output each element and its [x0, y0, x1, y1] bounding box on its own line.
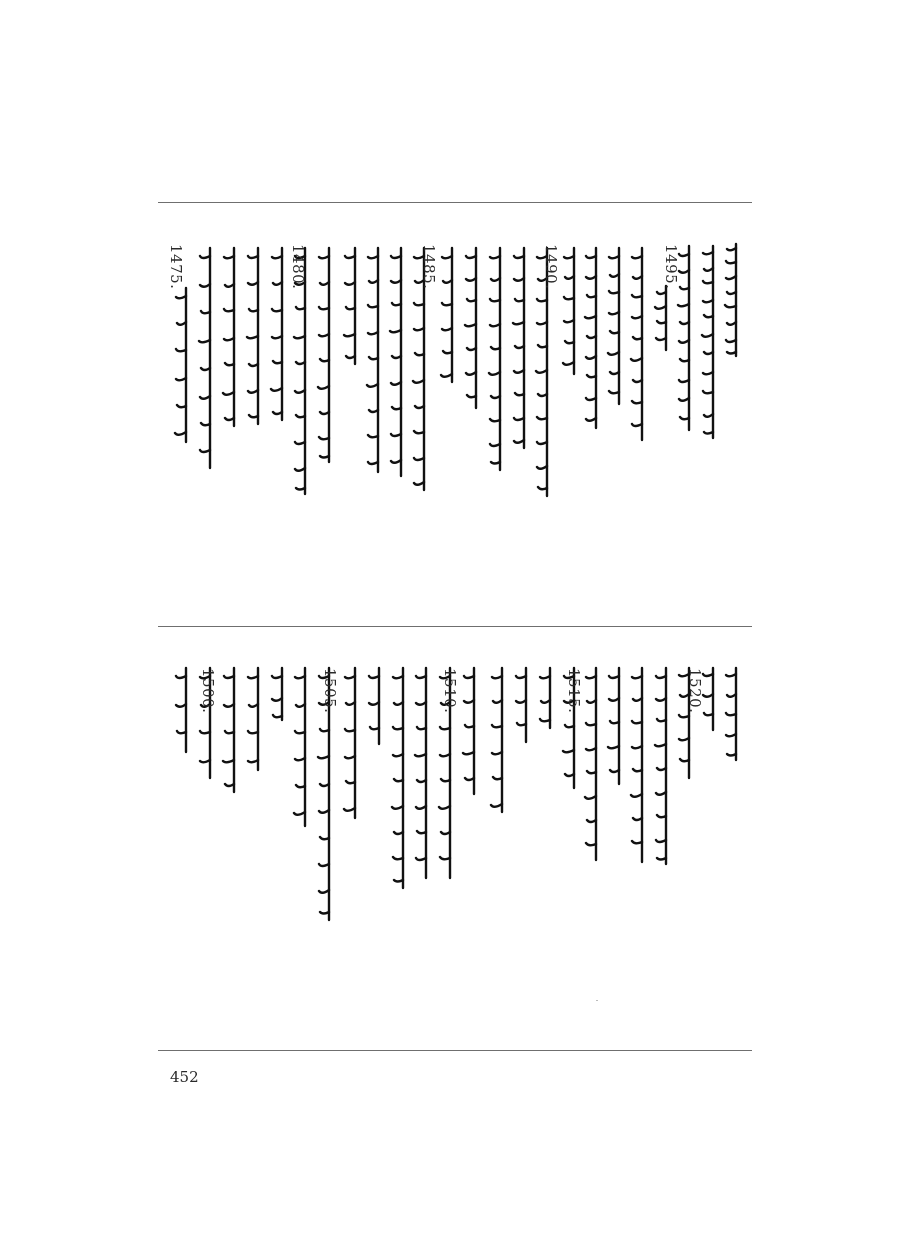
- script-line: [344, 676, 355, 811]
- script-line: [223, 676, 234, 786]
- script-line: [631, 676, 642, 843]
- script-line: [369, 676, 379, 729]
- scan-speck: [596, 1000, 598, 1001]
- script-line: [585, 676, 596, 845]
- script-line: [608, 676, 619, 772]
- line-number-1495: 1495.: [662, 244, 680, 290]
- script-line: [463, 676, 474, 780]
- script-line: [392, 676, 403, 882]
- line-number-1500: 1500.: [199, 668, 217, 714]
- script-line: [726, 674, 736, 756]
- line-number-1475: 1475.: [167, 244, 185, 290]
- script-line: [294, 676, 305, 815]
- script-line: [415, 676, 426, 860]
- line-number-1505: 1505.: [321, 668, 339, 714]
- line-number-1490: 1490.: [542, 244, 560, 290]
- line-number-1510: 1510.: [441, 668, 459, 714]
- script-line: [516, 676, 526, 725]
- line-number-1480: 1480.: [289, 244, 307, 290]
- script-line: [491, 676, 502, 807]
- line-number-1485: 1485.: [420, 244, 438, 290]
- script-line: [176, 676, 186, 733]
- line-number-1515: 1515.: [565, 668, 583, 714]
- script-line: [540, 676, 550, 721]
- line-number-1520: 1520.: [686, 668, 704, 714]
- script-line: [655, 676, 666, 860]
- page-number: 452: [170, 1068, 199, 1086]
- script-line: [248, 676, 258, 762]
- script-line: [272, 676, 282, 717]
